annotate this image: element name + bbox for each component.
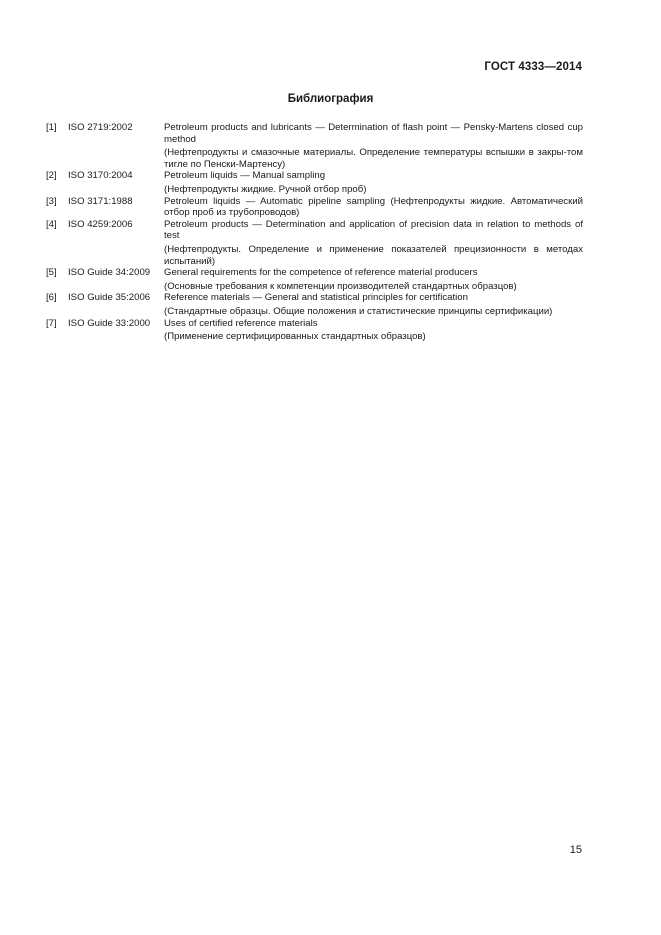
entry-reference: ISO 2719:2002 xyxy=(68,122,133,133)
entry-description xyxy=(164,170,583,195)
entry-reference: ISO 3170:2004 xyxy=(68,170,133,182)
bibliography-entry-4 xyxy=(46,219,583,267)
entry-description xyxy=(164,122,583,170)
entry-title-en: Petroleum products — Determination and application of precision data in relation to methods of test xyxy=(164,218,583,242)
entry-title-en: Reference materials — General and statistical principles for certification xyxy=(164,292,468,304)
entry-title-en: Uses of certified reference materials xyxy=(164,317,318,329)
entry-reference: ISO Guide 34:2009 xyxy=(68,267,151,279)
bibliography-entry-1 xyxy=(46,122,583,170)
entry-number: [4] xyxy=(46,218,57,230)
page-number: 15 xyxy=(569,844,582,856)
entry-title-en: Petroleum liquids — Automatic pipeline sampling (Нефтепродукты жидкие. Автоматический отбор проб из трубопроводов) xyxy=(164,195,583,219)
bibliography-entry-5 xyxy=(46,267,583,292)
entry-number: [6] xyxy=(46,292,57,304)
entry-description xyxy=(164,292,583,317)
entry-description xyxy=(164,196,583,219)
entry-reference: ISO 4259:2006 xyxy=(68,218,133,230)
entry-number: [5] xyxy=(46,267,57,279)
entry-title-en: Petroleum liquids — Manual sampling xyxy=(164,170,326,182)
entry-reference: ISO Guide 35:2006 xyxy=(68,292,151,304)
entry-number: [1] xyxy=(46,122,57,133)
entry-title-ru: (Нефтепродукты. Определение и применение показателей прецизионности в методах испытаний) xyxy=(164,243,583,267)
document-code: ГОСТ 4333—2014 xyxy=(484,61,582,73)
entry-number: [2] xyxy=(46,170,57,182)
entry-reference: ISO Guide 33:2000 xyxy=(68,317,151,329)
entry-description xyxy=(164,318,583,343)
bibliography-list xyxy=(46,122,583,343)
bibliography-entry-2 xyxy=(46,170,583,195)
bibliography-entry-6 xyxy=(46,292,583,317)
entry-title-ru: (Стандартные образцы. Общие положения и статистические принципы сертификации) xyxy=(164,305,553,317)
entry-description xyxy=(164,219,583,267)
entry-title-en: General requirements for the competence of reference material producers xyxy=(164,267,478,279)
entry-title-ru: (Нефтепродукты жидкие. Ручной отбор проб) xyxy=(164,183,367,195)
entry-title-ru: (Нефтепродукты и смазочные материалы. Определение температуры вспышки в закры-том тигле по Пенски-Мартенсу) xyxy=(164,147,583,170)
entry-description xyxy=(164,267,583,292)
page-title: Библиография xyxy=(287,93,374,105)
entry-title-ru: (Применение сертифицированных стандартных образцов) xyxy=(164,331,426,343)
entry-title-ru: (Основные требования к компетенции производителей стандартных образцов) xyxy=(164,280,517,292)
entry-number: [7] xyxy=(46,317,57,329)
bibliography-entry-3 xyxy=(46,196,583,219)
entry-reference: ISO 3171:1988 xyxy=(68,195,133,207)
entry-number: [3] xyxy=(46,195,57,207)
entry-title-en: Petroleum products and lubricants — Determination of flash point — Pensky-Martens closed cup method xyxy=(164,122,583,145)
bibliography-entry-7 xyxy=(46,318,583,343)
